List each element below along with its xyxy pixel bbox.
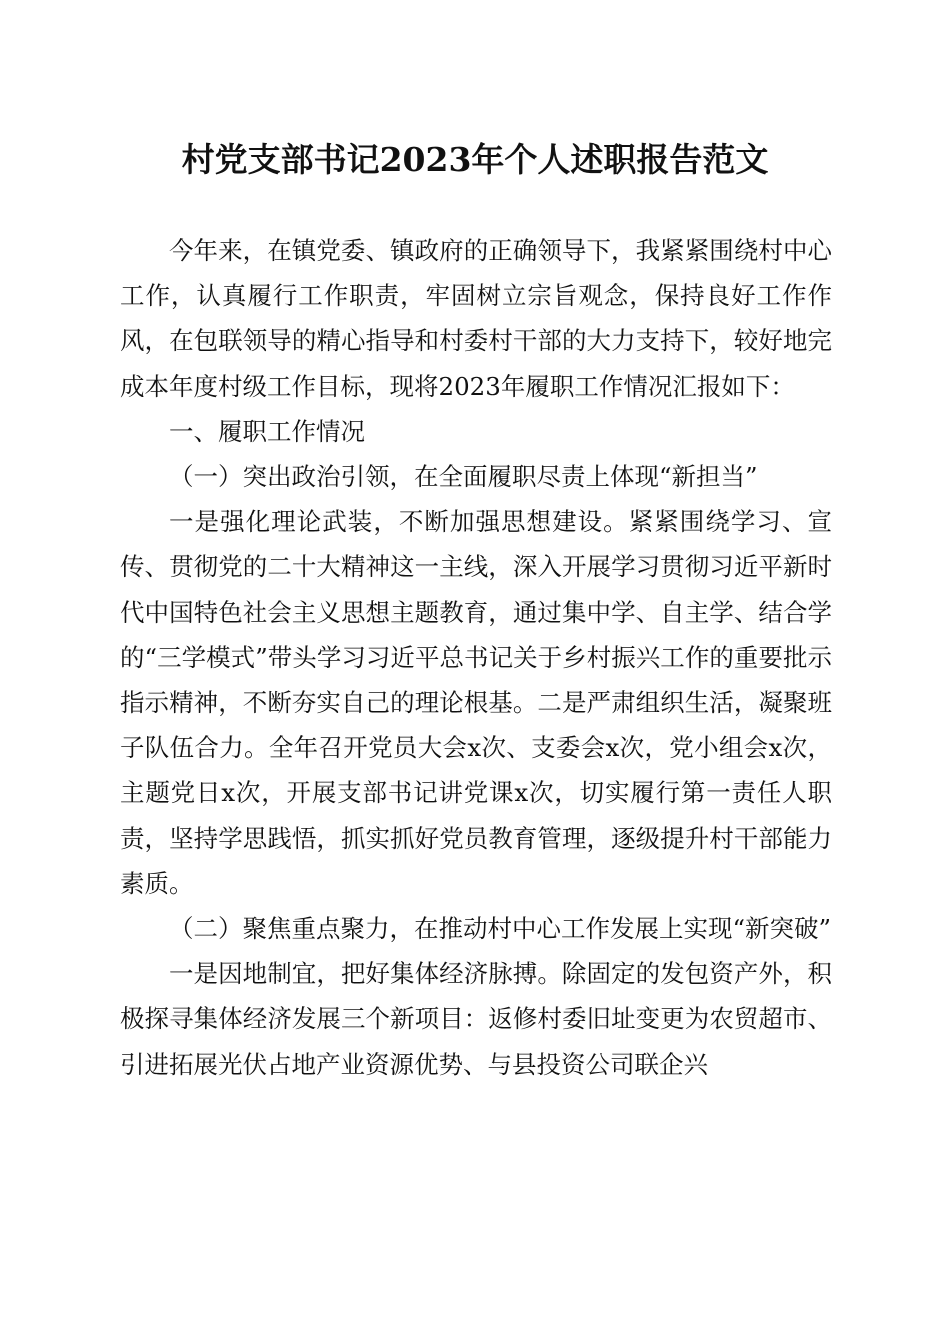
intro-paragraph: 今年来，在镇党委、镇政府的正确领导下，我紧紧围绕村中心工作，认真履行工作职责，牢固树立宗旨观念，保持良好工作作风，在包联领导的精心指导和村委村干部的大力支持下，较好地完成本年度村级工作目标，现将2023年履职工作情况汇报如下： [120,236,832,401]
subsection-heading: （一）突出政治引领，在全面履职尽责上体现“新担当” [169,462,758,492]
section-heading: 一、履职工作情况 [169,416,365,446]
document-body [120,228,832,1087]
body-paragraph: 一是强化理论武装，不断加强思想建设。紧紧围绕学习、宣传、贯彻党的二十大精神这一主线，深入开展学习贯彻习近平新时代中国特色社会主义思想主题教育，通过集中学、自主学、结合学的“三学模式”带头学习习近平总书记关于乡村振兴工作的重要批示指示精神，不断夯实自己的理论根基。二是严肃组织生活，凝聚班子队伍合力。全年召开党员大会x次、支委会x次，党小组会x次，主题党日x次，开展支部书记讲党课x次，切实履行第一责任人职责，坚持学思践悟，抓实抓好党员教育管理，逐级提升村干部能力素质。 [120,507,832,898]
subsection-heading: （二）聚焦重点聚力，在推动村中心工作发展上实现“新突破” [169,914,832,944]
body-paragraph: 一是因地制宜，把好集体经济脉搏。除固定的发包资产外，积极探寻集体经济发展三个新项目：返修村委旧址变更为农贸超市、引进拓展光伏占地产业资源优势、与县投资公司联企兴 [120,959,832,1079]
document-title: 村党支部书记2023年个人述职报告范文 [181,140,769,179]
